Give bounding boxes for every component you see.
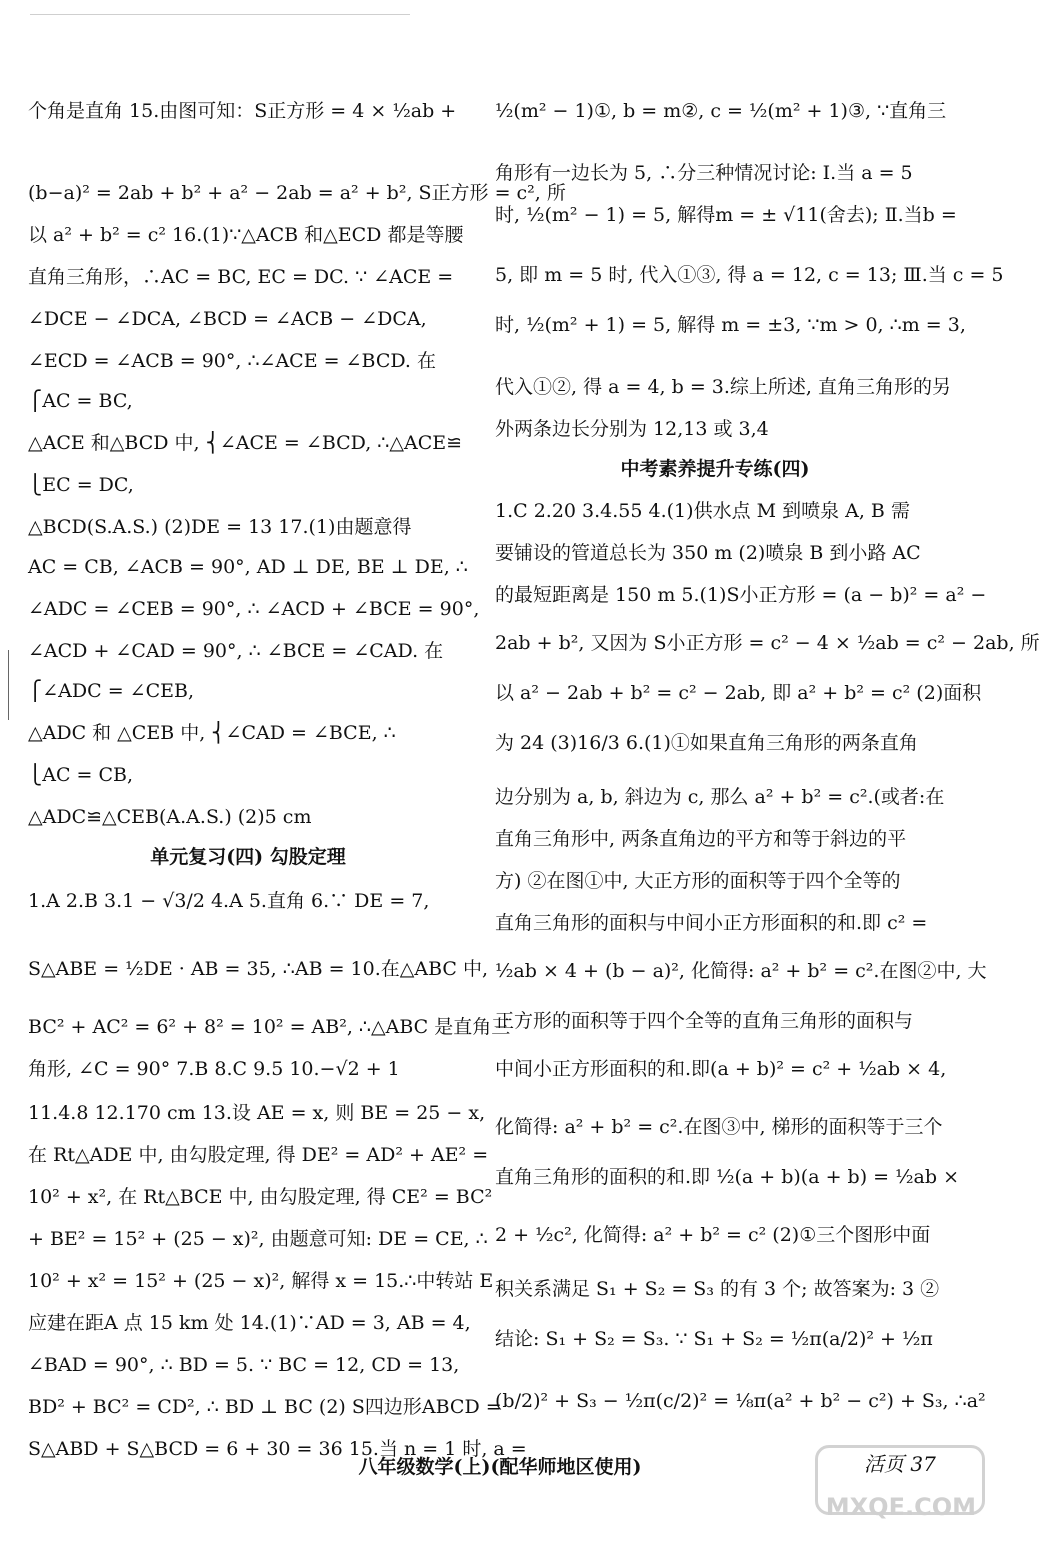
text-line: AC = CB, ∠ACB = 90°, AD ⊥ DE, BE ⊥ DE, ∴ (28, 556, 468, 578)
text-line: ∠ADC = ∠CEB = 90°, ∴ ∠ACD + ∠BCE = 90°, (28, 598, 480, 620)
section-heading: 中考素养提升专练(四) (620, 458, 810, 480)
text-line: (b−a)² = 2ab + b² + a² − 2ab = a² + b², S正方形 = c², 所 (28, 182, 566, 204)
text-line: + BE² = 15² + (25 − x)², 由题意可知: DE = CE, ∴ (28, 1228, 488, 1250)
text-line: △BCD(S.A.S.) (2)DE = 13 17.(1)由题意得 (28, 516, 412, 538)
text-line: ∠BAD = 90°, ∴ BD = 5. ∵ BC = 12, CD = 13, (28, 1354, 460, 1376)
text-line: ∠ACD + ∠CAD = 90°, ∴ ∠BCE = ∠CAD. 在 (28, 640, 444, 662)
text-line: ⎧∠ADC = ∠CEB, (28, 680, 194, 702)
text-line: 直角三角形，∴AC = BC, EC = DC. ∵ ∠ACE = (28, 266, 454, 288)
text-line: BD² + BC² = CD², ∴ BD ⊥ BC (2) S四边形ABCD = (28, 1396, 502, 1418)
text-line: 以 a² + b² = c² 16.(1)∵△ACB 和△ECD 都是等腰 (28, 224, 464, 246)
text-line: 个角是直角 15.由图可知：S正方形 = 4 × ½ab + (28, 100, 457, 122)
text-line: 1.A 2.B 3.1 − √3/2 4.A 5.直角 6.∵ DE = 7, (28, 890, 430, 912)
text-line: ∠ECD = ∠ACB = 90°, ∴∠ACE = ∠BCD. 在 (28, 350, 436, 372)
text-line: 中间小正方形面积的和.即(a + b)² = c² + ½ab × 4, (495, 1058, 947, 1080)
text-line: △ACE 和△BCD 中, ⎨∠ACE = ∠BCD, ∴△ACE≌ (28, 432, 463, 454)
section-heading: 单元复习(四) 勾股定理 (150, 846, 346, 868)
watermark-logo: MXQE.COM (815, 1445, 985, 1515)
text-line: 方) ②在图①中, 大正方形的面积等于四个全等的 (495, 870, 901, 892)
text-line: ∠DCE − ∠DCA, ∠BCD = ∠ACB − ∠DCA, (28, 308, 427, 330)
page-footer: 八年级数学(上)(配华师地区使用) (358, 1456, 642, 1478)
text-line: S△ABD + S△BCD = 6 + 30 = 36 15.当 n = 1 时, a = (28, 1438, 527, 1460)
text-line: 角形, ∠C = 90° 7.B 8.C 9.5 10.−√2 + 1 (28, 1058, 400, 1080)
text-line: 边分别为 a, b, 斜边为 c, 那么 a² + b² = c².(或者:在 (495, 786, 945, 808)
text-line: (b/2)² + S₃ − ½π(c/2)² = ⅛π(a² + b² − c²) + S₃, ∴a² (495, 1390, 986, 1412)
text-line: 2 + ½c², 化简得: a² + b² = c² (2)①三个图形中面 (495, 1224, 931, 1246)
text-line: ⎩AC = CB, (28, 764, 134, 786)
text-line: 直角三角形中, 两条直角边的平方和等于斜边的平 (495, 828, 907, 850)
text-line: ½ab × 4 + (b − a)², 化简得: a² + b² = c².在图②中, 大 (495, 960, 987, 982)
page-number: 活页 37 (864, 1452, 936, 1476)
text-line: 直角三角形的面积的和.即 ½(a + b)(a + b) = ½ab × (495, 1166, 959, 1188)
text-line: BC² + AC² = 6² + 8² = 10² = AB², ∴△ABC 是直角三 (28, 1016, 511, 1038)
text-line: 在 Rt△ADE 中, 由勾股定理, 得 DE² = AD² + AE² = (28, 1144, 489, 1166)
text-line: 5, 即 m = 5 时, 代入①③, 得 a = 12, c = 13; Ⅲ.当 c = 5 (495, 264, 1004, 286)
top-divider (30, 14, 410, 15)
text-line: 时, ½(m² + 1) = 5, 解得 m = ±3, ∵m > 0, ∴m = 3, (495, 314, 966, 336)
text-line: 10² + x² = 15² + (25 − x)², 解得 x = 15.∴中转站 E (28, 1270, 494, 1292)
text-line: ⎩EC = DC, (28, 474, 134, 496)
text-line: 要铺设的管道总长为 350 m (2)喷泉 B 到小路 AC (495, 542, 921, 564)
text-line: 直角三角形的面积与中间小正方形面积的和.即 c² = (495, 912, 928, 934)
text-line: △ADC 和 △CEB 中, ⎨∠CAD = ∠BCE, ∴ (28, 722, 396, 744)
text-line: ⎧AC = BC, (28, 390, 133, 412)
text-line: 结论: S₁ + S₂ = S₃. ∵ S₁ + S₂ = ½π(a/2)² + ½π (495, 1328, 933, 1350)
margin-mark (8, 650, 9, 720)
text-line: ½(m² − 1)①, b = m②, c = ½(m² + 1)③, ∵直角三 (495, 100, 947, 122)
text-line: 为 24 (3)16/3 6.(1)①如果直角三角形的两条直角 (495, 732, 918, 754)
text-line: 11.4.8 12.170 cm 13.设 AE = x, 则 BE = 25 − x, (28, 1102, 486, 1124)
text-line: 应建在距A 点 15 km 处 14.(1)∵AD = 3, AB = 4, (28, 1312, 471, 1334)
text-line: 10² + x², 在 Rt△BCE 中, 由勾股定理, 得 CE² = BC² (28, 1186, 493, 1208)
text-line: △ADC≌△CEB(A.A.S.) (2)5 cm (28, 806, 312, 828)
text-line: 2ab + b², 又因为 S小正方形 = c² − 4 × ½ab = c² − 2ab, 所 (495, 632, 1040, 654)
text-line: 的最短距离是 150 m 5.(1)S小正方形 = (a − b)² = a² − (495, 584, 987, 606)
text-line: 正方形的面积等于四个全等的直角三角形的面积与 (495, 1010, 914, 1032)
text-line: 外两条边长分别为 12,13 或 3,4 (495, 418, 769, 440)
text-line: 以 a² − 2ab + b² = c² − 2ab, 即 a² + b² = c² (2)面积 (495, 682, 982, 704)
text-line: 积关系满足 S₁ + S₂ = S₃ 的有 3 个; 故答案为: 3 ② (495, 1278, 940, 1300)
text-line: 1.C 2.20 3.4.55 4.(1)供水点 M 到喷泉 A, B 需 (495, 500, 910, 522)
text-line: 角形有一边长为 5, ∴分三种情况讨论: Ⅰ.当 a = 5 (495, 162, 913, 184)
text-line: 代入①②, 得 a = 4, b = 3.综上所述, 直角三角形的另 (495, 376, 951, 398)
text-line: 时, ½(m² − 1) = 5, 解得m = ± √11(舍去); Ⅱ.当b = (495, 204, 957, 226)
text-line: S△ABE = ½DE · AB = 35, ∴AB = 10.在△ABC 中, (28, 958, 489, 980)
text-line: 化简得: a² + b² = c².在图③中, 梯形的面积等于三个 (495, 1116, 943, 1138)
